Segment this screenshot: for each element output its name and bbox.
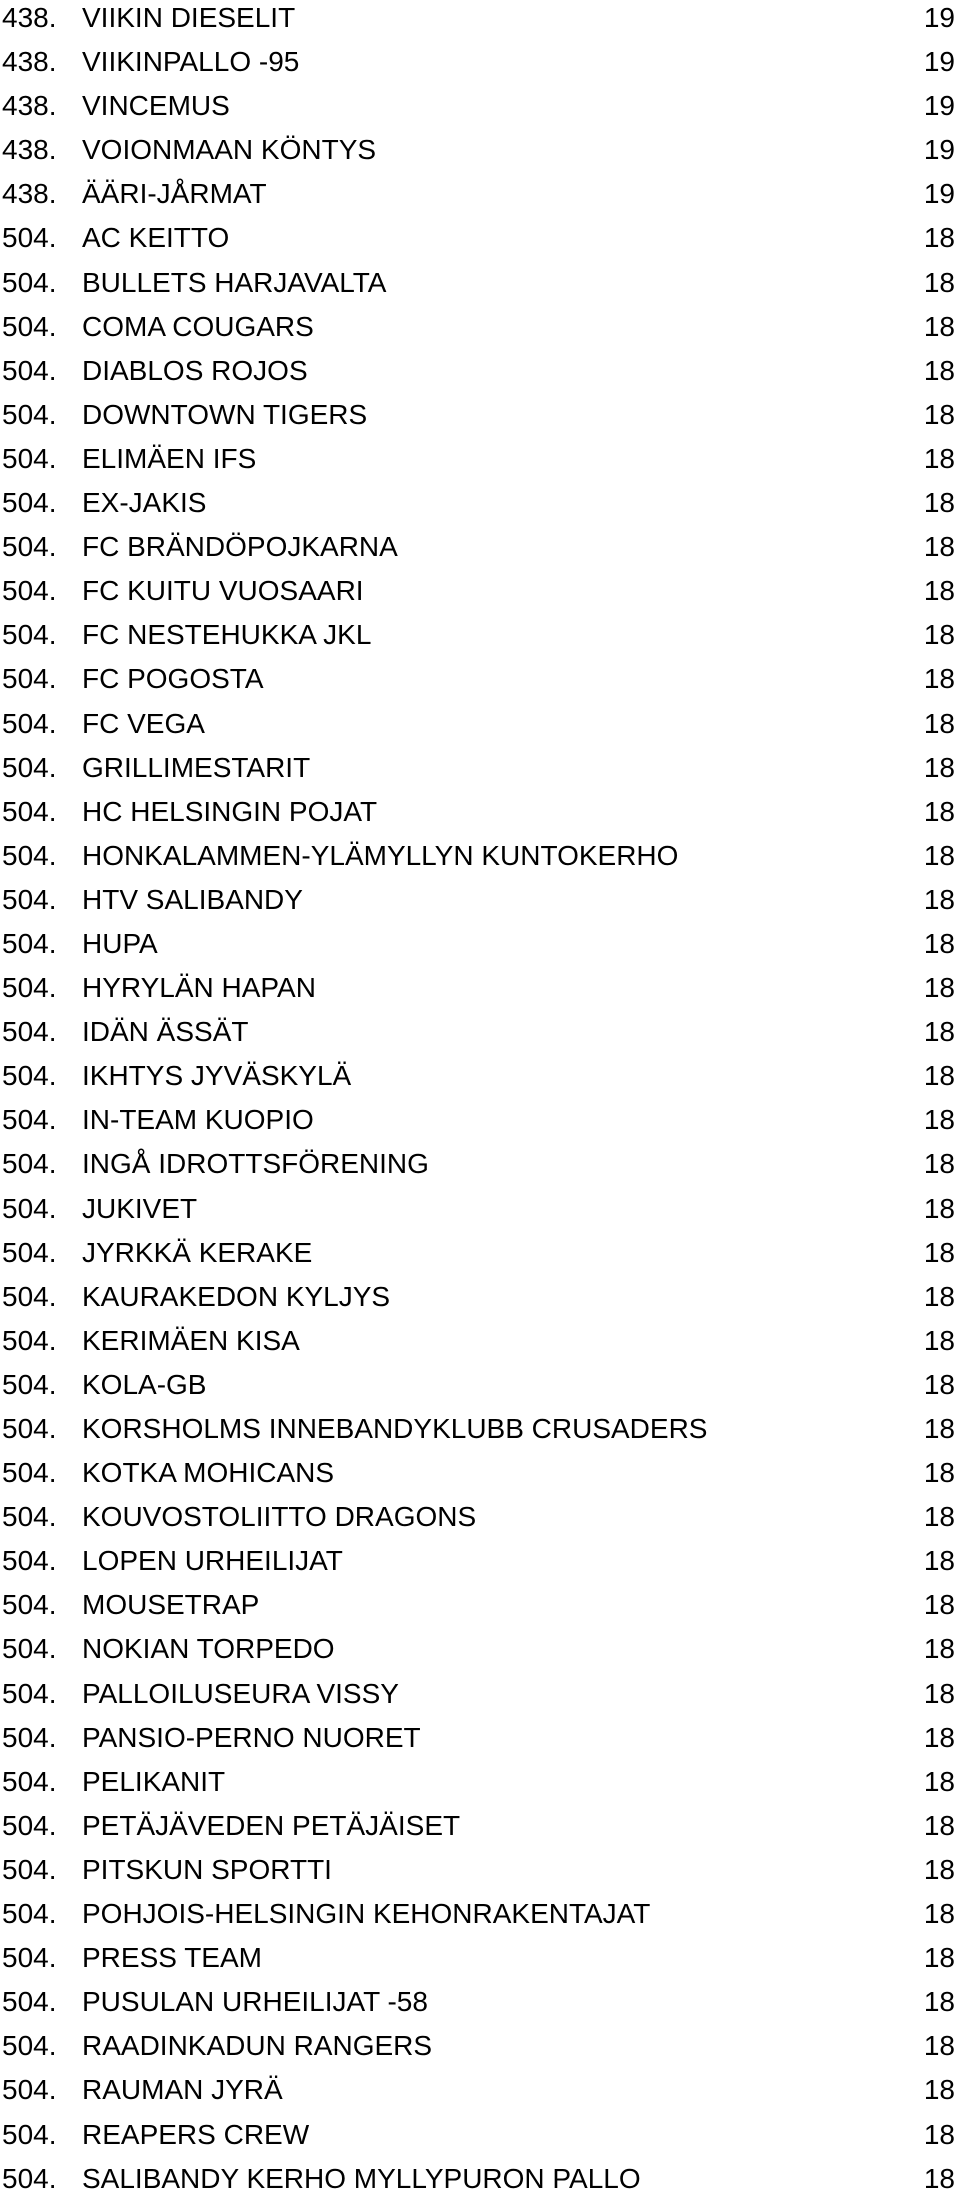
row-points: 18 xyxy=(923,310,955,342)
row-team-name: FC VEGA xyxy=(82,707,205,739)
table-row xyxy=(0,1980,960,2024)
table-row xyxy=(0,481,960,525)
row-rank: 504. xyxy=(2,1016,57,1048)
row-rank: 504. xyxy=(2,1060,57,1092)
row-rank: 504. xyxy=(2,1148,57,1180)
row-points: 19 xyxy=(923,178,955,210)
row-rank: 504. xyxy=(2,1413,57,1444)
table-row xyxy=(0,128,960,172)
row-rank: 504. xyxy=(2,266,57,298)
row-points: 18 xyxy=(923,663,955,695)
row-team-name: EX-JAKIS xyxy=(82,487,207,519)
row-points: 18 xyxy=(923,1898,955,1930)
row-points: 18 xyxy=(923,1809,955,1841)
row-points: 18 xyxy=(923,1545,955,1577)
row-team-name: IKHTYS JYVÄSKYLÄ xyxy=(82,1060,352,1092)
row-team-name: PITSKUN SPORTTI xyxy=(82,1853,332,1885)
row-points: 18 xyxy=(923,1765,955,1797)
table-row xyxy=(0,2157,960,2201)
row-points: 18 xyxy=(923,1942,955,1974)
row-points: 18 xyxy=(923,927,955,959)
row-rank: 504. xyxy=(2,883,57,915)
row-team-name: SALIBANDY KERHO MYLLYPURON PALLO xyxy=(82,2162,641,2194)
row-team-name: NOKIAN TORPEDO xyxy=(82,1633,335,1665)
row-points: 18 xyxy=(923,707,955,739)
row-team-name: KAURAKEDON KYLJYS xyxy=(82,1280,391,1312)
row-team-name: VIIKINPALLO -95 xyxy=(82,46,300,78)
table-row xyxy=(0,1892,960,1936)
row-rank: 504. xyxy=(2,1545,57,1577)
table-row xyxy=(0,1583,960,1627)
table-row xyxy=(0,437,960,481)
row-team-name: PALLOILUSEURA VISSY xyxy=(82,1677,399,1709)
row-points: 18 xyxy=(923,1192,955,1224)
row-rank: 504. xyxy=(2,795,57,827)
row-rank: 504. xyxy=(2,1104,57,1136)
table-row xyxy=(0,1627,960,1671)
row-points: 18 xyxy=(923,2162,955,2194)
row-rank: 504. xyxy=(2,839,57,871)
table-row xyxy=(0,349,960,393)
row-team-name: PETÄJÄVEDEN PETÄJÄISET xyxy=(82,1809,461,1841)
row-team-name: PELIKANIT xyxy=(82,1765,226,1797)
table-row xyxy=(0,922,960,966)
table-row xyxy=(0,1451,960,1495)
row-team-name: HUPA xyxy=(82,927,158,959)
row-team-name: AC KEITTO xyxy=(82,222,230,254)
row-points: 18 xyxy=(923,487,955,519)
row-points: 18 xyxy=(923,619,955,651)
row-points: 18 xyxy=(923,398,955,430)
row-rank: 504. xyxy=(2,1942,57,1974)
row-rank: 504. xyxy=(2,927,57,959)
row-points: 18 xyxy=(923,1853,955,1885)
row-rank: 504. xyxy=(2,1898,57,1930)
row-team-name: MOUSETRAP xyxy=(82,1589,260,1621)
table-row xyxy=(0,1054,960,1098)
row-team-name: LOPEN URHEILIJAT xyxy=(82,1545,343,1577)
row-points: 18 xyxy=(923,1721,955,1753)
row-points: 18 xyxy=(923,1104,955,1136)
row-rank: 504. xyxy=(2,1809,57,1841)
row-team-name: REAPERS CREW xyxy=(82,2118,310,2150)
table-row xyxy=(0,1539,960,1583)
row-rank: 504. xyxy=(2,1677,57,1709)
row-rank: 504. xyxy=(2,575,57,607)
row-rank: 438. xyxy=(2,90,57,122)
row-rank: 504. xyxy=(2,1721,57,1753)
row-points: 18 xyxy=(923,1280,955,1312)
table-row xyxy=(0,1142,960,1186)
row-points: 18 xyxy=(923,531,955,563)
row-points: 19 xyxy=(923,90,955,122)
row-rank: 438. xyxy=(2,2,57,33)
row-points: 18 xyxy=(923,795,955,827)
row-team-name: BULLETS HARJAVALTA xyxy=(82,266,387,298)
row-team-name: VIIKIN DIESELIT xyxy=(82,2,296,33)
row-team-name: FC KUITU VUOSAARI xyxy=(82,575,364,607)
row-rank: 504. xyxy=(2,354,57,386)
row-points: 18 xyxy=(923,883,955,915)
table-row xyxy=(0,172,960,216)
row-points: 19 xyxy=(923,2,955,33)
row-team-name: JUKIVET xyxy=(82,1192,198,1224)
row-rank: 504. xyxy=(2,1853,57,1885)
row-points: 18 xyxy=(923,839,955,871)
row-team-name: FC POGOSTA xyxy=(82,663,264,695)
row-team-name: COMA COUGARS xyxy=(82,310,314,342)
row-points: 18 xyxy=(923,1633,955,1665)
table-row xyxy=(0,1010,960,1054)
row-team-name: VINCEMUS xyxy=(82,90,230,122)
row-points: 18 xyxy=(923,2074,955,2106)
table-row xyxy=(0,569,960,613)
table-row xyxy=(0,525,960,569)
row-team-name: KOLA-GB xyxy=(82,1368,207,1400)
row-points: 18 xyxy=(923,1060,955,1092)
row-rank: 504. xyxy=(2,1192,57,1224)
table-row xyxy=(0,2113,960,2157)
row-team-name: DOWNTOWN TIGERS xyxy=(82,398,368,430)
row-team-name: HC HELSINGIN POJAT xyxy=(82,795,378,827)
table-row xyxy=(0,393,960,437)
row-rank: 504. xyxy=(2,1633,57,1665)
table-row xyxy=(0,261,960,305)
row-team-name: IN-TEAM KUOPIO xyxy=(82,1104,314,1136)
row-points: 18 xyxy=(923,1457,955,1489)
row-team-name: ELIMÄEN IFS xyxy=(82,442,257,474)
row-team-name: HONKALAMMEN-YLÄMYLLYN KUNTOKERHO xyxy=(82,839,679,871)
row-team-name: FC NESTEHUKKA JKL xyxy=(82,619,372,651)
row-points: 18 xyxy=(923,222,955,254)
row-rank: 438. xyxy=(2,134,57,166)
table-row xyxy=(0,1804,960,1848)
row-rank: 504. xyxy=(2,2118,57,2150)
row-points: 19 xyxy=(923,134,955,166)
row-points: 18 xyxy=(923,1016,955,1048)
row-rank: 504. xyxy=(2,2030,57,2062)
table-row xyxy=(0,966,960,1010)
row-points: 18 xyxy=(923,1986,955,2018)
row-rank: 504. xyxy=(2,487,57,519)
table-row xyxy=(0,1363,960,1407)
table-row xyxy=(0,702,960,746)
table-row xyxy=(0,1275,960,1319)
row-rank: 504. xyxy=(2,619,57,651)
row-team-name: KOTKA MOHICANS xyxy=(82,1457,335,1489)
row-points: 18 xyxy=(923,1413,955,1444)
row-points: 18 xyxy=(923,1236,955,1268)
row-team-name: GRILLIMESTARIT xyxy=(82,751,311,783)
row-rank: 504. xyxy=(2,2074,57,2106)
table-row xyxy=(0,1319,960,1363)
table-row xyxy=(0,878,960,922)
row-rank: 504. xyxy=(2,1589,57,1621)
table-row xyxy=(0,1672,960,1716)
row-rank: 504. xyxy=(2,751,57,783)
row-points: 18 xyxy=(923,1589,955,1621)
row-points: 18 xyxy=(923,2030,955,2062)
row-rank: 504. xyxy=(2,663,57,695)
table-row xyxy=(0,1936,960,1980)
table-row xyxy=(0,790,960,834)
row-rank: 504. xyxy=(2,531,57,563)
row-team-name: ÄÄRI-JÅRMAT xyxy=(82,178,267,210)
row-rank: 504. xyxy=(2,1368,57,1400)
row-points: 18 xyxy=(923,1368,955,1400)
row-points: 18 xyxy=(923,575,955,607)
row-team-name: KOUVOSTOLIITTO DRAGONS xyxy=(82,1501,477,1533)
row-rank: 504. xyxy=(2,1986,57,2018)
row-team-name: VOIONMAAN KÖNTYS xyxy=(82,134,377,166)
row-rank: 504. xyxy=(2,222,57,254)
row-points: 18 xyxy=(923,1677,955,1709)
row-team-name: KERIMÄEN KISA xyxy=(82,1324,300,1356)
row-points: 18 xyxy=(923,442,955,474)
row-team-name: IDÄN ÄSSÄT xyxy=(82,1016,249,1048)
row-rank: 438. xyxy=(2,46,57,78)
row-team-name: PRESS TEAM xyxy=(82,1942,262,1974)
table-row xyxy=(0,746,960,790)
table-row xyxy=(0,1231,960,1275)
table-row xyxy=(0,2024,960,2068)
table-row xyxy=(0,1187,960,1231)
row-team-name: POHJOIS-HELSINGIN KEHONRAKENTAJAT xyxy=(82,1898,651,1930)
table-row xyxy=(0,0,960,40)
row-rank: 504. xyxy=(2,707,57,739)
row-rank: 438. xyxy=(2,178,57,210)
row-points: 18 xyxy=(923,2118,955,2150)
row-team-name: DIABLOS ROJOS xyxy=(82,354,308,386)
row-rank: 504. xyxy=(2,1236,57,1268)
table-row xyxy=(0,1495,960,1539)
table-row xyxy=(0,1098,960,1142)
row-team-name: HYRYLÄN HAPAN xyxy=(82,972,316,1004)
table-row xyxy=(0,40,960,84)
table-row xyxy=(0,305,960,349)
row-rank: 504. xyxy=(2,2162,57,2194)
table-row xyxy=(0,613,960,657)
row-rank: 504. xyxy=(2,972,57,1004)
row-points: 18 xyxy=(923,266,955,298)
row-rank: 504. xyxy=(2,310,57,342)
row-team-name: KORSHOLMS INNEBANDYKLUBB CRUSADERS xyxy=(82,1413,708,1444)
row-rank: 504. xyxy=(2,1280,57,1312)
table-row xyxy=(0,216,960,260)
row-rank: 504. xyxy=(2,442,57,474)
table-row xyxy=(0,2068,960,2112)
row-team-name: INGÅ IDROTTSFÖRENING xyxy=(82,1148,429,1180)
row-points: 18 xyxy=(923,972,955,1004)
table-row xyxy=(0,1716,960,1760)
table-row xyxy=(0,1407,960,1451)
table-row xyxy=(0,1848,960,1892)
row-team-name: PUSULAN URHEILIJAT -58 xyxy=(82,1986,428,2018)
row-points: 18 xyxy=(923,1501,955,1533)
row-team-name: PANSIO-PERNO NUORET xyxy=(82,1721,421,1753)
row-team-name: RAADINKADUN RANGERS xyxy=(82,2030,433,2062)
row-rank: 504. xyxy=(2,1457,57,1489)
row-points: 19 xyxy=(923,46,955,78)
table-row xyxy=(0,657,960,701)
row-rank: 504. xyxy=(2,1765,57,1797)
row-team-name: RAUMAN JYRÄ xyxy=(82,2074,283,2106)
row-team-name: HTV SALIBANDY xyxy=(82,883,303,915)
row-team-name: JYRKKÄ KERAKE xyxy=(82,1236,313,1268)
row-rank: 504. xyxy=(2,1324,57,1356)
row-rank: 504. xyxy=(2,398,57,430)
row-rank: 504. xyxy=(2,1501,57,1533)
table-row xyxy=(0,84,960,128)
table-row xyxy=(0,834,960,878)
row-points: 18 xyxy=(923,354,955,386)
row-points: 18 xyxy=(923,751,955,783)
row-points: 18 xyxy=(923,1148,955,1180)
row-points: 18 xyxy=(923,1324,955,1356)
row-team-name: FC BRÄNDÖPOJKARNA xyxy=(82,531,398,563)
table-row xyxy=(0,1760,960,1804)
